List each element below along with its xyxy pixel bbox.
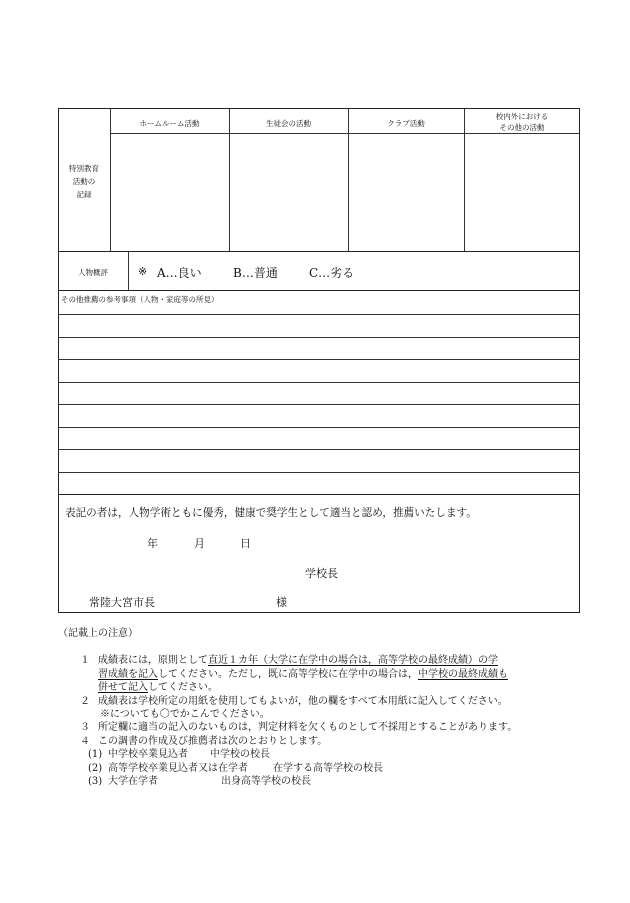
note-4 bbox=[60, 735, 580, 748]
divider bbox=[58, 251, 580, 252]
writing-line bbox=[58, 359, 580, 360]
note-text: 所定欄に適当の記入のないものは，判定材料を欠くものとして不採用とすることがあります。 bbox=[98, 722, 518, 734]
remarks-label: その他推薦の参考事項（人物・家庭等の所見） bbox=[61, 295, 219, 304]
writing-line bbox=[58, 472, 580, 473]
writing-line bbox=[58, 337, 580, 338]
divider bbox=[58, 290, 580, 291]
column-header-club: クラブ活動 bbox=[387, 119, 425, 128]
note-text-underlined: 直近１カ年（大学に在学中の場合は，高等学校の最終成績）の学 bbox=[208, 655, 498, 667]
note-text: してください。 bbox=[148, 682, 218, 694]
divider bbox=[128, 252, 129, 291]
notes-section bbox=[60, 627, 580, 788]
note-text: 成績表には，原則として bbox=[98, 655, 208, 667]
note-text: この調書の作成及び推薦者は次のとおりとします。 bbox=[98, 735, 328, 747]
note-text: 成績表は学校所定の用紙を使用してもよいが，他の欄をすべて本用紙に記入してください。 bbox=[98, 695, 508, 707]
note-3 bbox=[60, 721, 580, 734]
recommender-item bbox=[60, 748, 580, 761]
grade-b: B…普通 bbox=[233, 266, 278, 280]
item-by: 在学する高等学校の校長 bbox=[273, 762, 383, 774]
note-number: ２ bbox=[80, 695, 90, 707]
note-number: ４ bbox=[80, 735, 90, 747]
note-2-cont bbox=[60, 708, 580, 721]
honorific: 様 bbox=[276, 596, 287, 609]
note-text: ※についても〇でかこんでください。 bbox=[100, 709, 270, 721]
note-text: してください。ただし，既に高等学校に在学中の場合は， bbox=[158, 668, 418, 680]
item-number: (1) bbox=[88, 749, 103, 761]
column-header-other-line: その他の活動 bbox=[499, 123, 545, 132]
grade-c: C…劣る bbox=[309, 266, 355, 280]
writing-line bbox=[58, 382, 580, 383]
note-1-cont bbox=[60, 681, 580, 694]
row-label-line: 特別教育 bbox=[69, 164, 99, 173]
item-who: 大学在学者 bbox=[108, 776, 158, 788]
column-header-student-council: 生徒会の活動 bbox=[266, 119, 311, 128]
note-text-underlined: 習成績を記入 bbox=[98, 668, 158, 680]
writing-line bbox=[58, 314, 580, 315]
note-text-underlined: 併せて記入 bbox=[98, 682, 148, 694]
divider bbox=[229, 109, 230, 252]
note-2 bbox=[60, 695, 580, 708]
item-number: (2) bbox=[88, 762, 103, 774]
personality-label: 人物概評 bbox=[78, 268, 108, 277]
recommendation-statement: 表記の者は，人物学術ともに優秀，健康で奨学生として適当と認め，推薦いたします。 bbox=[65, 507, 477, 519]
recommender-item bbox=[60, 762, 580, 775]
note-1 bbox=[60, 654, 580, 667]
addressee: 常陸大宮市長 bbox=[89, 596, 155, 609]
divider bbox=[58, 494, 580, 495]
divider bbox=[110, 133, 580, 134]
date-year: 年 bbox=[147, 537, 158, 550]
divider bbox=[348, 109, 349, 252]
principal-label: 学校長 bbox=[305, 567, 338, 580]
divider bbox=[110, 109, 111, 252]
note-number: ３ bbox=[80, 722, 90, 734]
writing-line bbox=[58, 427, 580, 428]
writing-line bbox=[58, 449, 580, 450]
row-label-line: 活動の bbox=[72, 177, 96, 186]
note-text-underlined: 中学校の最終成績も bbox=[418, 668, 508, 680]
column-header-other-line: 校内外における bbox=[495, 112, 549, 121]
date-month: 月 bbox=[194, 537, 205, 550]
writing-line bbox=[58, 404, 580, 405]
item-number: (3) bbox=[88, 776, 103, 788]
note-number: １ bbox=[80, 655, 90, 667]
notes-heading: （記載上の注意） bbox=[58, 628, 138, 639]
item-by: 出身高等学校の校長 bbox=[221, 776, 311, 788]
form-frame bbox=[58, 108, 580, 613]
column-header-homeroom: ホームルーム活動 bbox=[139, 119, 200, 128]
note-1-cont bbox=[60, 668, 580, 681]
row-label-line: 記録 bbox=[76, 190, 92, 199]
personality-mark: ※ bbox=[138, 265, 148, 278]
item-who: 高等学校卒業見込者又は在学者 bbox=[108, 762, 248, 774]
grade-a: A…良い bbox=[157, 266, 202, 280]
recommender-item bbox=[60, 775, 580, 788]
date-day: 日 bbox=[240, 537, 251, 550]
item-by: 中学校の校長 bbox=[210, 749, 270, 761]
item-who: 中学校卒業見込者 bbox=[108, 749, 188, 761]
